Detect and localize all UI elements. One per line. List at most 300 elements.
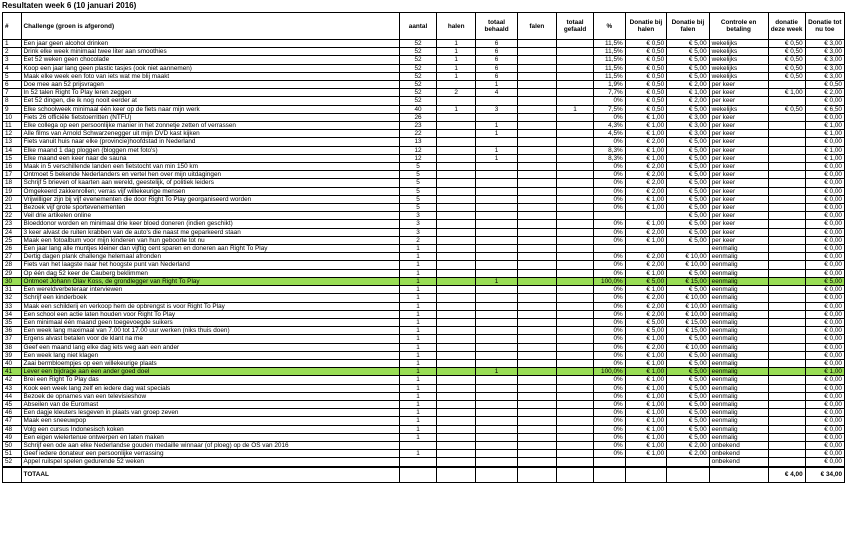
controle-cell: eenmalig <box>709 351 768 359</box>
table-row <box>3 245 845 253</box>
controle-cell: wekelijks <box>709 40 768 48</box>
header-num: # <box>3 13 22 40</box>
totaal-gefaald-cell <box>557 302 594 310</box>
halen-cell: 2 <box>437 89 476 97</box>
donatie-totaal-cell: € 0,00 <box>805 245 844 253</box>
aantal-cell: 1 <box>399 450 436 458</box>
table-row <box>3 384 845 392</box>
controle-cell: eenmalig <box>709 253 768 261</box>
donatie-halen-cell: € 0,50 <box>625 97 666 105</box>
donatie-week-cell <box>768 187 805 195</box>
falen-cell <box>517 40 556 48</box>
aantal-cell <box>399 458 436 467</box>
controle-cell: eenmalig <box>709 294 768 302</box>
totaal-behaald-cell <box>476 302 517 310</box>
aantal-cell: 1 <box>399 318 436 326</box>
donatie-falen-cell <box>667 458 710 467</box>
challenge-cell: Veil drie artikelen online <box>21 212 399 220</box>
challenge-cell: Fiets 26 officiële fietstoerritten (NTFU) <box>21 113 399 121</box>
percentage-cell: 0% <box>594 392 626 400</box>
totaal-behaald-cell <box>476 310 517 318</box>
donatie-falen-cell: € 5,00 <box>667 187 710 195</box>
donatie-halen-cell: € 1,00 <box>625 417 666 425</box>
table-row <box>3 113 845 121</box>
challenge-cell: Eet 52 weken geen chocolade <box>21 56 399 64</box>
aantal-cell: 52 <box>399 56 436 64</box>
percentage-cell: 0% <box>594 335 626 343</box>
halen-cell <box>437 212 476 220</box>
donatie-totaal-cell: € 0,00 <box>805 163 844 171</box>
totaal-gefaald-cell <box>557 441 594 449</box>
totaal-gefaald-cell <box>557 277 594 285</box>
donatie-week-cell: € 0,50 <box>768 48 805 56</box>
totaal-gefaald-cell <box>557 310 594 318</box>
donatie-halen-cell: € 1,00 <box>625 409 666 417</box>
row-number: 12 <box>3 130 22 138</box>
donatie-halen-cell: € 2,00 <box>625 171 666 179</box>
donatie-totaal-cell: € 3,00 <box>805 72 844 80</box>
challenge-cell: Fiets vanuit huis naar elke (provincie)hoofdstad in Nederland <box>21 138 399 146</box>
donatie-week-cell <box>768 171 805 179</box>
challenge-cell: Maak elke week een foto van iets wat me blij maakt <box>21 72 399 80</box>
challenge-cell: Eet 52 dingen, die ik nog nooit eerder at <box>21 97 399 105</box>
totaal-behaald-cell <box>476 204 517 212</box>
donatie-falen-cell: € 3,00 <box>667 122 710 130</box>
table-row <box>3 450 845 458</box>
row-number: 3 <box>3 56 22 64</box>
total-donatie-week: € 4,00 <box>768 467 805 483</box>
percentage-cell <box>594 212 626 220</box>
donatie-totaal-cell: € 0,00 <box>805 187 844 195</box>
falen-cell <box>517 351 556 359</box>
row-number: 15 <box>3 154 22 162</box>
row-number: 22 <box>3 212 22 220</box>
donatie-falen-cell <box>667 245 710 253</box>
totaal-behaald-cell: 4 <box>476 89 517 97</box>
challenge-cell: Een jaar geen alcohol drinken <box>21 40 399 48</box>
aantal-cell: 1 <box>399 351 436 359</box>
totaal-behaald-cell <box>476 269 517 277</box>
donatie-week-cell: € 0,50 <box>768 105 805 113</box>
row-number: 42 <box>3 376 22 384</box>
donatie-halen-cell: € 1,00 <box>625 359 666 367</box>
totaal-gefaald-cell <box>557 318 594 326</box>
challenge-cell: Geef iedere donateur een persoonlijke verrassing <box>21 450 399 458</box>
controle-cell: eenmalig <box>709 327 768 335</box>
controle-cell: per keer <box>709 146 768 154</box>
donatie-week-cell <box>768 130 805 138</box>
totaal-behaald-cell <box>476 195 517 203</box>
controle-cell: per keer <box>709 154 768 162</box>
header-row <box>3 13 845 40</box>
donatie-week-cell <box>768 195 805 203</box>
donatie-halen-cell: € 1,00 <box>625 450 666 458</box>
totaal-behaald-cell <box>476 425 517 433</box>
table-row <box>3 261 845 269</box>
donatie-totaal-cell: € 3,00 <box>805 64 844 72</box>
totaal-behaald-cell <box>476 335 517 343</box>
table-row <box>3 130 845 138</box>
aantal-cell: 52 <box>399 48 436 56</box>
table-row <box>3 64 845 72</box>
table-row <box>3 458 845 467</box>
controle-cell: per keer <box>709 179 768 187</box>
halen-cell <box>437 195 476 203</box>
falen-cell <box>517 212 556 220</box>
controle-cell: per keer <box>709 138 768 146</box>
donatie-totaal-cell: € 0,00 <box>805 212 844 220</box>
halen-cell <box>437 122 476 130</box>
falen-cell <box>517 228 556 236</box>
controle-cell: eenmalig <box>709 409 768 417</box>
falen-cell <box>517 236 556 244</box>
halen-cell <box>437 138 476 146</box>
donatie-week-cell <box>768 138 805 146</box>
row-number: 50 <box>3 441 22 449</box>
donatie-halen-cell: € 0,50 <box>625 48 666 56</box>
table-row <box>3 204 845 212</box>
halen-cell <box>437 384 476 392</box>
donatie-falen-cell: € 2,00 <box>667 450 710 458</box>
donatie-halen-cell: € 2,00 <box>625 294 666 302</box>
donatie-totaal-cell: € 0,00 <box>805 441 844 449</box>
challenge-cell: Bezoek vijf grote sportevenementen <box>21 204 399 212</box>
totaal-behaald-cell: 6 <box>476 64 517 72</box>
percentage-cell: 0% <box>594 302 626 310</box>
challenge-cell: Lever een bijdrage aan een ander goed doel <box>21 368 399 376</box>
halen-cell <box>437 130 476 138</box>
percentage-cell: 0% <box>594 253 626 261</box>
row-number: 26 <box>3 245 22 253</box>
halen-cell <box>437 433 476 441</box>
aantal-cell: 3 <box>399 212 436 220</box>
donatie-halen-cell: € 2,00 <box>625 310 666 318</box>
row-number: 31 <box>3 286 22 294</box>
donatie-falen-cell: € 2,00 <box>667 441 710 449</box>
controle-cell: eenmalig <box>709 359 768 367</box>
donatie-totaal-cell: € 0,00 <box>805 409 844 417</box>
percentage-cell: 0% <box>594 113 626 121</box>
challenge-cell: Op één dag 52 keer de Cauberg beklimmen <box>21 269 399 277</box>
challenge-cell: Ontmoet Johann Olav Koss, de grondlegger van Right To Play <box>21 277 399 285</box>
halen-cell <box>437 187 476 195</box>
table-row <box>3 318 845 326</box>
totaal-behaald-cell <box>476 286 517 294</box>
donatie-falen-cell: € 15,00 <box>667 277 710 285</box>
halen-cell <box>437 392 476 400</box>
donatie-totaal-cell: € 0,00 <box>805 253 844 261</box>
donatie-totaal-cell: € 0,00 <box>805 97 844 105</box>
challenge-cell: Een wereldverbeteraar interviewen <box>21 286 399 294</box>
percentage-cell: 11,5% <box>594 64 626 72</box>
percentage-cell: 100,0% <box>594 277 626 285</box>
challenge-cell: Omgekeerd zakkenrollen; verras vijf willekeurige mensen <box>21 187 399 195</box>
donatie-falen-cell: € 5,00 <box>667 204 710 212</box>
totaal-behaald-cell <box>476 294 517 302</box>
donatie-halen-cell: € 1,00 <box>625 269 666 277</box>
totaal-gefaald-cell <box>557 253 594 261</box>
donatie-week-cell <box>768 359 805 367</box>
donatie-week-cell <box>768 253 805 261</box>
aantal-cell: 5 <box>399 204 436 212</box>
donatie-halen-cell: € 0,50 <box>625 64 666 72</box>
falen-cell <box>517 261 556 269</box>
totaal-behaald-cell <box>476 450 517 458</box>
row-number: 40 <box>3 359 22 367</box>
donatie-halen-cell: € 1,00 <box>625 220 666 228</box>
falen-cell <box>517 171 556 179</box>
total-label: TOTAAL <box>21 467 399 483</box>
controle-cell: per keer <box>709 89 768 97</box>
totaal-gefaald-cell <box>557 368 594 376</box>
controle-cell: onbekend <box>709 450 768 458</box>
row-number: 1 <box>3 40 22 48</box>
donatie-halen-cell: € 2,00 <box>625 163 666 171</box>
controle-cell: per keer <box>709 130 768 138</box>
totaal-behaald-cell: 6 <box>476 48 517 56</box>
row-number: 46 <box>3 409 22 417</box>
totaal-behaald-cell <box>476 228 517 236</box>
donatie-halen-cell: € 5,00 <box>625 277 666 285</box>
halen-cell <box>437 269 476 277</box>
donatie-halen-cell: € 0,50 <box>625 56 666 64</box>
challenge-cell: Schrijf een kinderboek <box>21 294 399 302</box>
controle-cell: per keer <box>709 81 768 89</box>
table-row <box>3 105 845 113</box>
donatie-totaal-cell: € 0,00 <box>805 286 844 294</box>
donatie-totaal-cell: € 0,00 <box>805 376 844 384</box>
table-row <box>3 56 845 64</box>
totaal-behaald-cell <box>476 433 517 441</box>
donatie-halen-cell: € 1,00 <box>625 204 666 212</box>
controle-cell: per keer <box>709 195 768 203</box>
row-number: 52 <box>3 458 22 467</box>
row-number: 4 <box>3 64 22 72</box>
donatie-week-cell <box>768 318 805 326</box>
challenge-cell: Een eigen wielertenue ontwerpen en laten maken <box>21 433 399 441</box>
controle-cell: eenmalig <box>709 277 768 285</box>
percentage-cell: 0% <box>594 343 626 351</box>
falen-cell <box>517 286 556 294</box>
header-percentage: % <box>594 13 626 40</box>
challenge-cell: Dertig dagen plank challenge helemaal afronden <box>21 253 399 261</box>
controle-cell: eenmalig <box>709 368 768 376</box>
challenge-cell: Zaai bermbloempjes op een willekeurige plaats <box>21 359 399 367</box>
halen-cell <box>437 302 476 310</box>
controle-cell: eenmalig <box>709 433 768 441</box>
halen-cell <box>437 236 476 244</box>
row-number: 17 <box>3 171 22 179</box>
donatie-totaal-cell: € 0,00 <box>805 359 844 367</box>
percentage-cell <box>594 245 626 253</box>
donatie-totaal-cell: € 0,00 <box>805 294 844 302</box>
falen-cell <box>517 113 556 121</box>
controle-cell: wekelijks <box>709 72 768 80</box>
row-number: 27 <box>3 253 22 261</box>
donatie-week-cell <box>768 154 805 162</box>
sheet-title: Resultaten week 6 (10 januari 2016) <box>2 1 137 10</box>
donatie-halen-cell: € 1,00 <box>625 195 666 203</box>
donatie-halen-cell: € 1,00 <box>625 384 666 392</box>
row-number: 23 <box>3 220 22 228</box>
challenge-cell: Bezoek de opnames van een televisieshow <box>21 392 399 400</box>
challenge-cell: Bloeddonor worden en minimaal drie keer bloed doneren (indien geschikt) <box>21 220 399 228</box>
percentage-cell: 0% <box>594 376 626 384</box>
percentage-cell: 0% <box>594 359 626 367</box>
challenge-cell: Elke collega op een persoonlijke manier in het zonnetje zetten of verrassen <box>21 122 399 130</box>
controle-cell: onbekend <box>709 441 768 449</box>
donatie-totaal-cell: € 0,50 <box>805 81 844 89</box>
totaal-gefaald-cell <box>557 48 594 56</box>
row-number: 32 <box>3 294 22 302</box>
halen-cell <box>437 245 476 253</box>
totaal-gefaald-cell <box>557 179 594 187</box>
donatie-falen-cell: € 5,00 <box>667 163 710 171</box>
halen-cell <box>437 425 476 433</box>
row-number: 9 <box>3 105 22 113</box>
donatie-totaal-cell: € 5,00 <box>805 277 844 285</box>
donatie-week-cell <box>768 113 805 121</box>
falen-cell <box>517 318 556 326</box>
falen-cell <box>517 72 556 80</box>
donatie-totaal-cell: € 0,00 <box>805 171 844 179</box>
donatie-week-cell <box>768 441 805 449</box>
row-number: 43 <box>3 384 22 392</box>
challenge-cell: Een school een actie laten houden voor Right To Play <box>21 310 399 318</box>
totaal-gefaald-cell <box>557 359 594 367</box>
donatie-week-cell <box>768 220 805 228</box>
table-row <box>3 179 845 187</box>
totaal-gefaald-cell <box>557 146 594 154</box>
totaal-behaald-cell <box>476 113 517 121</box>
table-row <box>3 409 845 417</box>
controle-cell: eenmalig <box>709 310 768 318</box>
table-row <box>3 81 845 89</box>
row-number: 11 <box>3 122 22 130</box>
halen-cell <box>437 97 476 105</box>
donatie-halen-cell: € 0,50 <box>625 72 666 80</box>
header-donatie-totaal: Donatie tot nu toe <box>805 13 844 40</box>
aantal-cell: 1 <box>399 417 436 425</box>
totaal-behaald-cell <box>476 343 517 351</box>
totaal-gefaald-cell <box>557 204 594 212</box>
table-row <box>3 236 845 244</box>
falen-cell <box>517 302 556 310</box>
donatie-week-cell <box>768 351 805 359</box>
aantal-cell: 1 <box>399 294 436 302</box>
donatie-week-cell <box>768 163 805 171</box>
results-table <box>2 12 845 483</box>
halen-cell <box>437 417 476 425</box>
percentage-cell <box>594 458 626 467</box>
halen-cell <box>437 400 476 408</box>
percentage-cell: 8,3% <box>594 146 626 154</box>
donatie-totaal-cell: € 0,00 <box>805 384 844 392</box>
totaal-behaald-cell <box>476 253 517 261</box>
donatie-week-cell <box>768 400 805 408</box>
totaal-behaald-cell <box>476 236 517 244</box>
halen-cell <box>437 409 476 417</box>
totaal-behaald-cell <box>476 220 517 228</box>
row-number: 5 <box>3 72 22 80</box>
row-number: 20 <box>3 195 22 203</box>
halen-cell <box>437 163 476 171</box>
donatie-totaal-cell: € 1,00 <box>805 368 844 376</box>
totaal-behaald-cell <box>476 171 517 179</box>
controle-cell: per keer <box>709 204 768 212</box>
aantal-cell: 52 <box>399 81 436 89</box>
totaal-gefaald-cell <box>557 228 594 236</box>
totaal-gefaald-cell <box>557 97 594 105</box>
donatie-falen-cell: € 10,00 <box>667 253 710 261</box>
aantal-cell: 3 <box>399 228 436 236</box>
donatie-totaal-cell: € 0,00 <box>805 220 844 228</box>
donatie-falen-cell: € 5,00 <box>667 56 710 64</box>
falen-cell <box>517 245 556 253</box>
falen-cell <box>517 400 556 408</box>
donatie-totaal-cell: € 0,00 <box>805 302 844 310</box>
donatie-totaal-cell: € 1,00 <box>805 122 844 130</box>
halen-cell <box>437 441 476 449</box>
donatie-halen-cell: € 1,00 <box>625 425 666 433</box>
donatie-halen-cell <box>625 212 666 220</box>
controle-cell: eenmalig <box>709 302 768 310</box>
halen-cell: 1 <box>437 105 476 113</box>
halen-cell <box>437 376 476 384</box>
header-controle: Controle en betaling <box>709 13 768 40</box>
donatie-week-cell: € 0,50 <box>768 40 805 48</box>
percentage-cell: 0% <box>594 433 626 441</box>
aantal-cell: 5 <box>399 163 436 171</box>
row-number: 16 <box>3 163 22 171</box>
donatie-falen-cell: € 5,00 <box>667 368 710 376</box>
halen-cell <box>437 286 476 294</box>
halen-cell <box>437 335 476 343</box>
halen-cell <box>437 359 476 367</box>
totaal-behaald-cell <box>476 187 517 195</box>
donatie-halen-cell: € 2,00 <box>625 179 666 187</box>
donatie-totaal-cell: € 1,00 <box>805 130 844 138</box>
halen-cell <box>437 458 476 467</box>
percentage-cell: 0% <box>594 236 626 244</box>
percentage-cell: 4,3% <box>594 122 626 130</box>
aantal-cell: 1 <box>399 425 436 433</box>
table-row <box>3 146 845 154</box>
halen-cell <box>437 171 476 179</box>
row-number: 29 <box>3 269 22 277</box>
row-number: 33 <box>3 302 22 310</box>
donatie-falen-cell: € 5,00 <box>667 212 710 220</box>
falen-cell <box>517 376 556 384</box>
donatie-falen-cell: € 5,00 <box>667 269 710 277</box>
donatie-falen-cell: € 5,00 <box>667 228 710 236</box>
donatie-week-cell <box>768 335 805 343</box>
challenge-cell: Elke maand een keer naar de sauna <box>21 154 399 162</box>
challenge-cell: Fiets van het laagste naar het hoogste punt van Nederland <box>21 261 399 269</box>
row-number: 37 <box>3 335 22 343</box>
donatie-week-cell <box>768 368 805 376</box>
totaal-gefaald-cell <box>557 286 594 294</box>
header-donatie-halen: Donatie bij halen <box>625 13 666 40</box>
row-number: 34 <box>3 310 22 318</box>
donatie-week-cell <box>768 146 805 154</box>
percentage-cell: 0% <box>594 351 626 359</box>
halen-cell <box>437 179 476 187</box>
total-donatie-totaal: € 34,00 <box>805 467 844 483</box>
controle-cell: eenmalig <box>709 343 768 351</box>
donatie-week-cell <box>768 277 805 285</box>
row-number: 28 <box>3 261 22 269</box>
